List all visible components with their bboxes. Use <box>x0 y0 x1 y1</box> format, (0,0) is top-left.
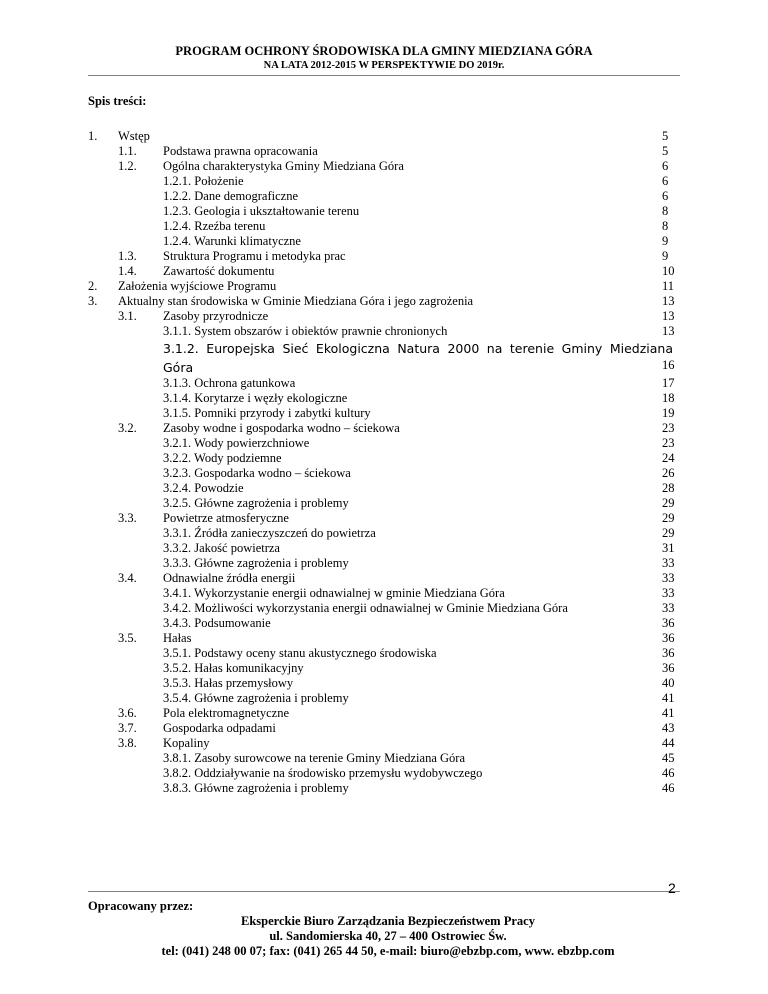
toc-entry-number: 3.3. <box>118 511 137 525</box>
toc-entry-number: 1.2. <box>118 159 137 173</box>
toc-entry-page: 23 <box>662 436 675 450</box>
toc-entry-title: 3.1.3. Ochrona gatunkowa <box>163 376 296 390</box>
toc-entry-number: 3.2. <box>118 421 137 435</box>
toc-entry-page: 33 <box>662 556 675 570</box>
toc-entry[interactable] <box>88 466 686 481</box>
toc-entry-page: 36 <box>662 631 675 645</box>
toc-entry-title: Zasoby wodne i gospodarka wodno – ściekowa <box>163 421 400 435</box>
toc-entry[interactable] <box>88 661 686 676</box>
toc-entry-page: 10 <box>662 264 675 278</box>
toc-entry[interactable] <box>88 324 686 339</box>
toc-entry-number: 3.1. <box>118 309 137 323</box>
footer-divider <box>88 891 680 892</box>
toc-entry-title: Pola elektromagnetyczne <box>163 706 289 720</box>
toc-entry[interactable] <box>88 249 686 264</box>
header-title: PROGRAM OCHRONY ŚRODOWISKA DLA GMINY MIEDZIANA GÓRA <box>175 44 593 58</box>
company-name: Eksperckie Biuro Zarządzania Bezpieczeństwem Pracy <box>241 914 535 928</box>
toc-entry-number: 3.8. <box>118 736 137 750</box>
toc-entry-number: 1. <box>88 129 98 143</box>
toc-entry[interactable] <box>88 706 686 721</box>
toc-entry-title: Powietrze atmosferyczne <box>163 511 289 525</box>
toc-entry[interactable] <box>88 601 686 616</box>
toc-entry-title: 3.1.1. System obszarów i obiektów prawnie chronionych <box>163 324 448 338</box>
table-of-contents <box>88 129 686 796</box>
toc-entry[interactable] <box>88 436 686 451</box>
toc-entry[interactable] <box>88 511 686 526</box>
toc-entry-page: 33 <box>662 571 675 585</box>
toc-entry-page: 5 <box>662 144 669 158</box>
toc-entry-page: 29 <box>662 526 675 540</box>
toc-entry-title: 3.1.4. Korytarze i węzły ekologiczne <box>163 391 348 405</box>
toc-entry-title: 3.4.3. Podsumowanie <box>163 616 271 630</box>
toc-entry-title: 3.4.2. Możliwości wykorzystania energii odnawialnej w Gminie Miedziana Góra <box>163 601 568 615</box>
toc-entry[interactable] <box>88 586 686 601</box>
toc-entry[interactable] <box>88 189 686 204</box>
toc-entry-title: Gospodarka odpadami <box>163 721 276 735</box>
toc-entry-title: 3.4.1. Wykorzystanie energii odnawialnej w gminie Miedziana Góra <box>163 586 505 600</box>
toc-entry[interactable] <box>88 616 686 631</box>
toc-entry-title: 3.8.3. Główne zagrożenia i problemy <box>163 781 349 795</box>
toc-entry[interactable] <box>88 144 686 159</box>
page-number: 2 <box>668 880 676 896</box>
toc-entry-page: 17 <box>662 376 675 390</box>
toc-entry-number: 3.6. <box>118 706 137 720</box>
header-divider <box>88 75 680 76</box>
toc-entry-title: 3.8.1. Zasoby surowcowe na terenie Gminy Miedziana Góra <box>163 751 465 765</box>
toc-entry-page: 8 <box>662 219 669 233</box>
prepared-by-label: Opracowany przez: <box>88 899 194 913</box>
toc-entry-title: 3.2.5. Główne zagrożenia i problemy <box>163 496 349 510</box>
toc-entry[interactable] <box>88 376 686 391</box>
toc-entry-page: 16 <box>662 358 675 372</box>
toc-entry[interactable] <box>88 556 686 571</box>
toc-entry[interactable] <box>88 309 686 324</box>
toc-entry-title: 3.5.2. Hałas komunikacyjny <box>163 661 304 675</box>
toc-entry[interactable] <box>88 339 686 376</box>
toc-entry-title: Struktura Programu i metodyka prac <box>163 249 346 263</box>
toc-entry[interactable] <box>88 781 686 796</box>
toc-entry-number: 2. <box>88 279 98 293</box>
toc-entry-page: 6 <box>662 159 669 173</box>
document-header <box>88 44 680 72</box>
toc-entry-page: 43 <box>662 721 675 735</box>
toc-entry[interactable] <box>88 481 686 496</box>
toc-entry-title: Założenia wyjściowe Programu <box>118 279 277 293</box>
toc-entry-title: 3.2.1. Wody powierzchniowe <box>163 436 310 450</box>
toc-entry-page: 18 <box>662 391 675 405</box>
toc-entry[interactable] <box>88 541 686 556</box>
toc-entry-title: 3.1.5. Pomniki przyrody i zabytki kultury <box>163 406 371 420</box>
toc-entry-page: 29 <box>662 511 675 525</box>
toc-entry[interactable] <box>88 526 686 541</box>
toc-entry[interactable] <box>88 451 686 466</box>
toc-entry-title: 3.8.2. Oddziaływanie na środowisko przemysłu wydobywczego <box>163 766 483 780</box>
toc-entry-title: Zawartość dokumentu <box>163 264 275 278</box>
toc-entry-title: Ogólna charakterystyka Gminy Miedziana Góra <box>163 159 404 173</box>
toc-entry-title: Podstawa prawna opracowania <box>163 144 318 158</box>
toc-entry-page: 33 <box>662 601 675 615</box>
toc-entry-title: 1.2.1. Położenie <box>163 174 244 188</box>
toc-entry-title: 3.2.2. Wody podziemne <box>163 451 282 465</box>
toc-entry[interactable] <box>88 294 686 309</box>
toc-entry-title: 3.5.1. Podstawy oceny stanu akustycznego środowiska <box>163 646 437 660</box>
toc-entry-page: 36 <box>662 616 675 630</box>
toc-entry-title: Zasoby przyrodnicze <box>163 309 269 323</box>
toc-entry-page: 44 <box>662 736 675 750</box>
toc-entry-number: 3.7. <box>118 721 137 735</box>
toc-entry-page: 9 <box>662 234 669 248</box>
toc-entry-title: 1.2.2. Dane demograficzne <box>163 189 299 203</box>
toc-entry-number: 1.4. <box>118 264 137 278</box>
toc-entry[interactable] <box>88 264 686 279</box>
toc-entry-page: 6 <box>662 174 669 188</box>
toc-entry-title: 1.2.4. Rzeźba terenu <box>163 219 266 233</box>
toc-entry[interactable] <box>88 676 686 691</box>
toc-entry-page: 28 <box>662 481 675 495</box>
toc-entry-page: 5 <box>662 129 669 143</box>
toc-entry-title: 3.3.3. Główne zagrożenia i problemy <box>163 556 349 570</box>
toc-entry-page: 13 <box>662 294 675 308</box>
toc-entry-page: 13 <box>662 309 675 323</box>
toc-entry-page: 41 <box>662 691 675 705</box>
toc-entry[interactable] <box>88 174 686 189</box>
toc-entry[interactable] <box>88 391 686 406</box>
toc-entry-page: 26 <box>662 466 675 480</box>
toc-entry-page: 41 <box>662 706 675 720</box>
toc-entry[interactable] <box>88 219 686 234</box>
toc-entry-number: 3. <box>88 294 98 308</box>
toc-entry[interactable] <box>88 766 686 781</box>
toc-entry-page: 13 <box>662 324 675 338</box>
toc-entry-page: 9 <box>662 249 669 263</box>
toc-entry[interactable] <box>88 421 686 436</box>
toc-entry-title: 1.2.4. Warunki klimatyczne <box>163 234 301 248</box>
toc-entry-title: 3.1.2. Europejska Sieć Ekologiczna Natura 2000 na terenie Gminy Miedziana Góra <box>163 341 673 375</box>
toc-entry[interactable] <box>88 204 686 219</box>
toc-entry-title: 3.2.4. Powodzie <box>163 481 244 495</box>
toc-entry-title: Odnawialne źródła energii <box>163 571 296 585</box>
toc-entry-page: 31 <box>662 541 675 555</box>
toc-entry-page: 24 <box>662 451 675 465</box>
header-subtitle: NA LATA 2012-2015 W PERSPEKTYWIE DO 2019r. <box>263 60 505 71</box>
toc-entry-number: 1.1. <box>118 144 137 158</box>
toc-entry[interactable] <box>88 571 686 586</box>
toc-entry-title: Hałas <box>163 631 192 645</box>
toc-entry-page: 8 <box>662 204 669 218</box>
toc-entry-page: 29 <box>662 496 675 510</box>
toc-entry[interactable] <box>88 406 686 421</box>
toc-entry[interactable] <box>88 279 686 294</box>
toc-entry[interactable] <box>88 234 686 249</box>
toc-entry-title: 3.5.4. Główne zagrożenia i problemy <box>163 691 349 705</box>
toc-entry-title: Aktualny stan środowiska w Gminie Miedziana Góra i jego zagrożenia <box>118 294 474 308</box>
toc-entry-page: 46 <box>662 781 675 795</box>
toc-entry-page: 36 <box>662 646 675 660</box>
toc-heading: Spis treści: <box>88 94 147 108</box>
toc-entry[interactable] <box>88 159 686 174</box>
toc-entry-title: 1.2.3. Geologia i ukształtowanie terenu <box>163 204 360 218</box>
toc-entry[interactable] <box>88 646 686 661</box>
toc-entry-title: 3.3.1. Źródła zanieczyszczeń do powietrza <box>163 526 376 540</box>
toc-entry-number: 3.5. <box>118 631 137 645</box>
toc-entry-title: Wstęp <box>118 129 150 143</box>
toc-entry-title: Kopaliny <box>163 736 210 750</box>
toc-entry-number: 1.3. <box>118 249 137 263</box>
document-footer <box>88 899 688 959</box>
toc-entry-page: 6 <box>662 189 669 203</box>
toc-entry[interactable] <box>88 496 686 511</box>
toc-entry[interactable] <box>88 129 686 144</box>
toc-entry-page: 40 <box>662 676 675 690</box>
toc-entry[interactable] <box>88 736 686 751</box>
toc-entry[interactable] <box>88 721 686 736</box>
toc-entry-page: 46 <box>662 766 675 780</box>
toc-entry-page: 11 <box>662 279 675 293</box>
toc-entry-title: 3.3.2. Jakość powietrza <box>163 541 280 555</box>
toc-entry-page: 36 <box>662 661 675 675</box>
toc-entry-number: 3.4. <box>118 571 137 585</box>
toc-entry-title: 3.5.3. Hałas przemysłowy <box>163 676 294 690</box>
company-address: ul. Sandomierska 40, 27 – 400 Ostrowiec Św. <box>269 929 507 943</box>
toc-entry-page: 23 <box>662 421 675 435</box>
toc-entry[interactable] <box>88 691 686 706</box>
company-contact: tel: (041) 248 00 07; fax: (041) 265 44 50, e-mail: biuro@ebzbp.com, www. ebzbp.com <box>161 944 615 958</box>
toc-entry-page: 19 <box>662 406 675 420</box>
toc-entry[interactable] <box>88 631 686 646</box>
toc-entry-title: 3.2.3. Gospodarka wodno – ściekowa <box>163 466 351 480</box>
toc-entry-page: 33 <box>662 586 675 600</box>
toc-entry[interactable] <box>88 751 686 766</box>
toc-entry-page: 45 <box>662 751 675 765</box>
